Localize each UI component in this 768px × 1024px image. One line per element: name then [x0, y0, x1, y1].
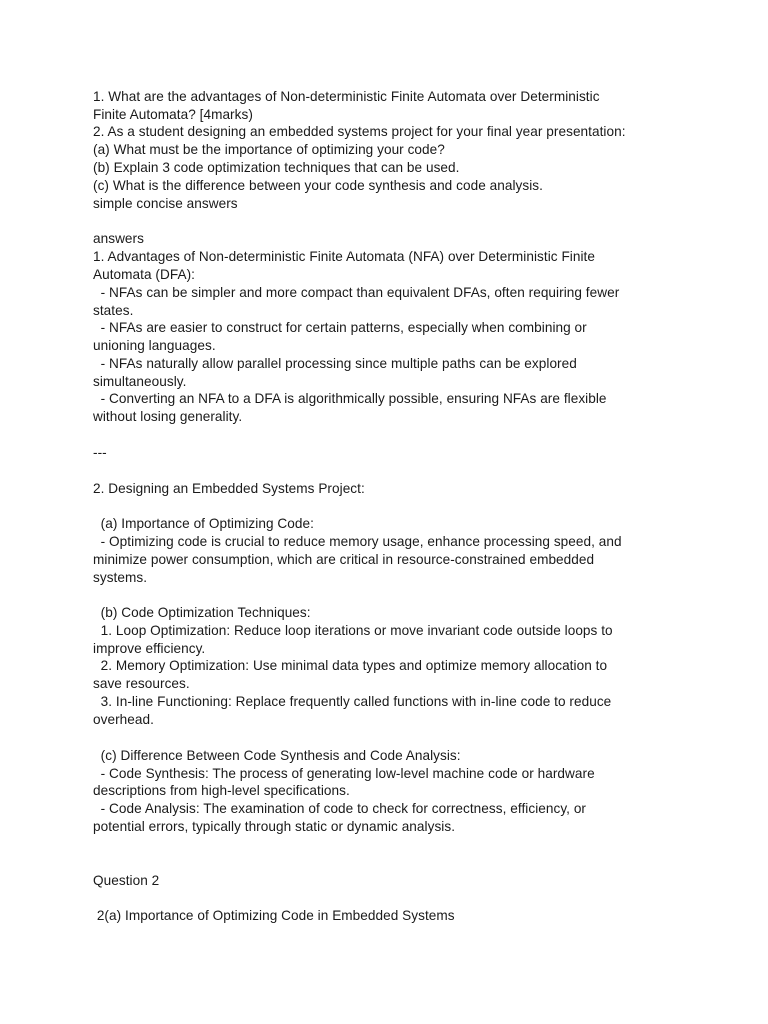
- text-line: (c) What is the difference between your code synthesis and code analysis.: [93, 178, 543, 193]
- text-line: Automata (DFA):: [93, 267, 195, 282]
- text-line: 1. What are the advantages of Non-deterministic Finite Automata over Deterministic: [93, 89, 600, 104]
- text-line: overhead.: [93, 712, 154, 727]
- text-line: without losing generality.: [93, 409, 243, 424]
- text-line: Finite Automata? [4marks): [93, 107, 253, 122]
- text-line: - Converting an NFA to a DFA is algorithmically possible, ensuring NFAs are flexible: [93, 391, 607, 406]
- text-line: (c) Difference Between Code Synthesis and Code Analysis:: [93, 748, 461, 763]
- text-line: simple concise answers: [93, 196, 238, 211]
- text-line: (a) Importance of Optimizing Code:: [93, 516, 314, 531]
- text-line: (b) Code Optimization Techniques:: [93, 605, 311, 620]
- text-line: states.: [93, 303, 134, 318]
- text-line: - NFAs can be simpler and more compact than equivalent DFAs, often requiring fewer: [93, 285, 620, 300]
- text-line: 2. As a student designing an embedded systems project for your final year presentation:: [93, 124, 626, 139]
- text-line: minimize power consumption, which are critical in resource-constrained embedded: [93, 552, 595, 567]
- text-line: 1. Loop Optimization: Reduce loop iterations or move invariant code outside loops to: [93, 623, 613, 638]
- text-line: - Code Analysis: The examination of code to check for correctness, efficiency, or: [93, 801, 587, 816]
- text-line: - Code Synthesis: The process of generating low-level machine code or hardware: [93, 766, 595, 781]
- text-line: improve efficiency.: [93, 641, 206, 656]
- text-line: descriptions from high-level specifications.: [93, 783, 350, 798]
- question-heading: Question 2: [93, 873, 160, 888]
- text-line: 1. Advantages of Non-deterministic Finite Automata (NFA) over Deterministic Finite: [93, 249, 595, 264]
- text-line: 2. Memory Optimization: Use minimal data types and optimize memory allocation to: [93, 658, 608, 673]
- text-line: 3. In-line Functioning: Replace frequently called functions with in-line code to reduce: [93, 694, 612, 709]
- text-line: save resources.: [93, 676, 190, 691]
- text-line: answers: [93, 231, 144, 246]
- text-line: - NFAs naturally allow parallel processing since multiple paths can be explored: [93, 356, 577, 371]
- text-line: unioning languages.: [93, 338, 216, 353]
- text-line: - Optimizing code is crucial to reduce memory usage, enhance processing speed, and: [93, 534, 622, 549]
- text-line: (a) What must be the importance of optimizing your code?: [93, 142, 445, 157]
- text-line: systems.: [93, 570, 148, 585]
- text-line: simultaneously.: [93, 374, 187, 389]
- text-line: - NFAs are easier to construct for certain patterns, especially when combining or: [93, 320, 587, 335]
- text-line: (b) Explain 3 code optimization techniques that can be used.: [93, 160, 460, 175]
- separator-text: ---: [93, 445, 107, 460]
- text-line: potential errors, typically through static or dynamic analysis.: [93, 819, 456, 834]
- text-line: 2. Designing an Embedded Systems Project:: [93, 481, 365, 496]
- section-heading: 2(a) Importance of Optimizing Code in Embedded Systems: [93, 908, 455, 923]
